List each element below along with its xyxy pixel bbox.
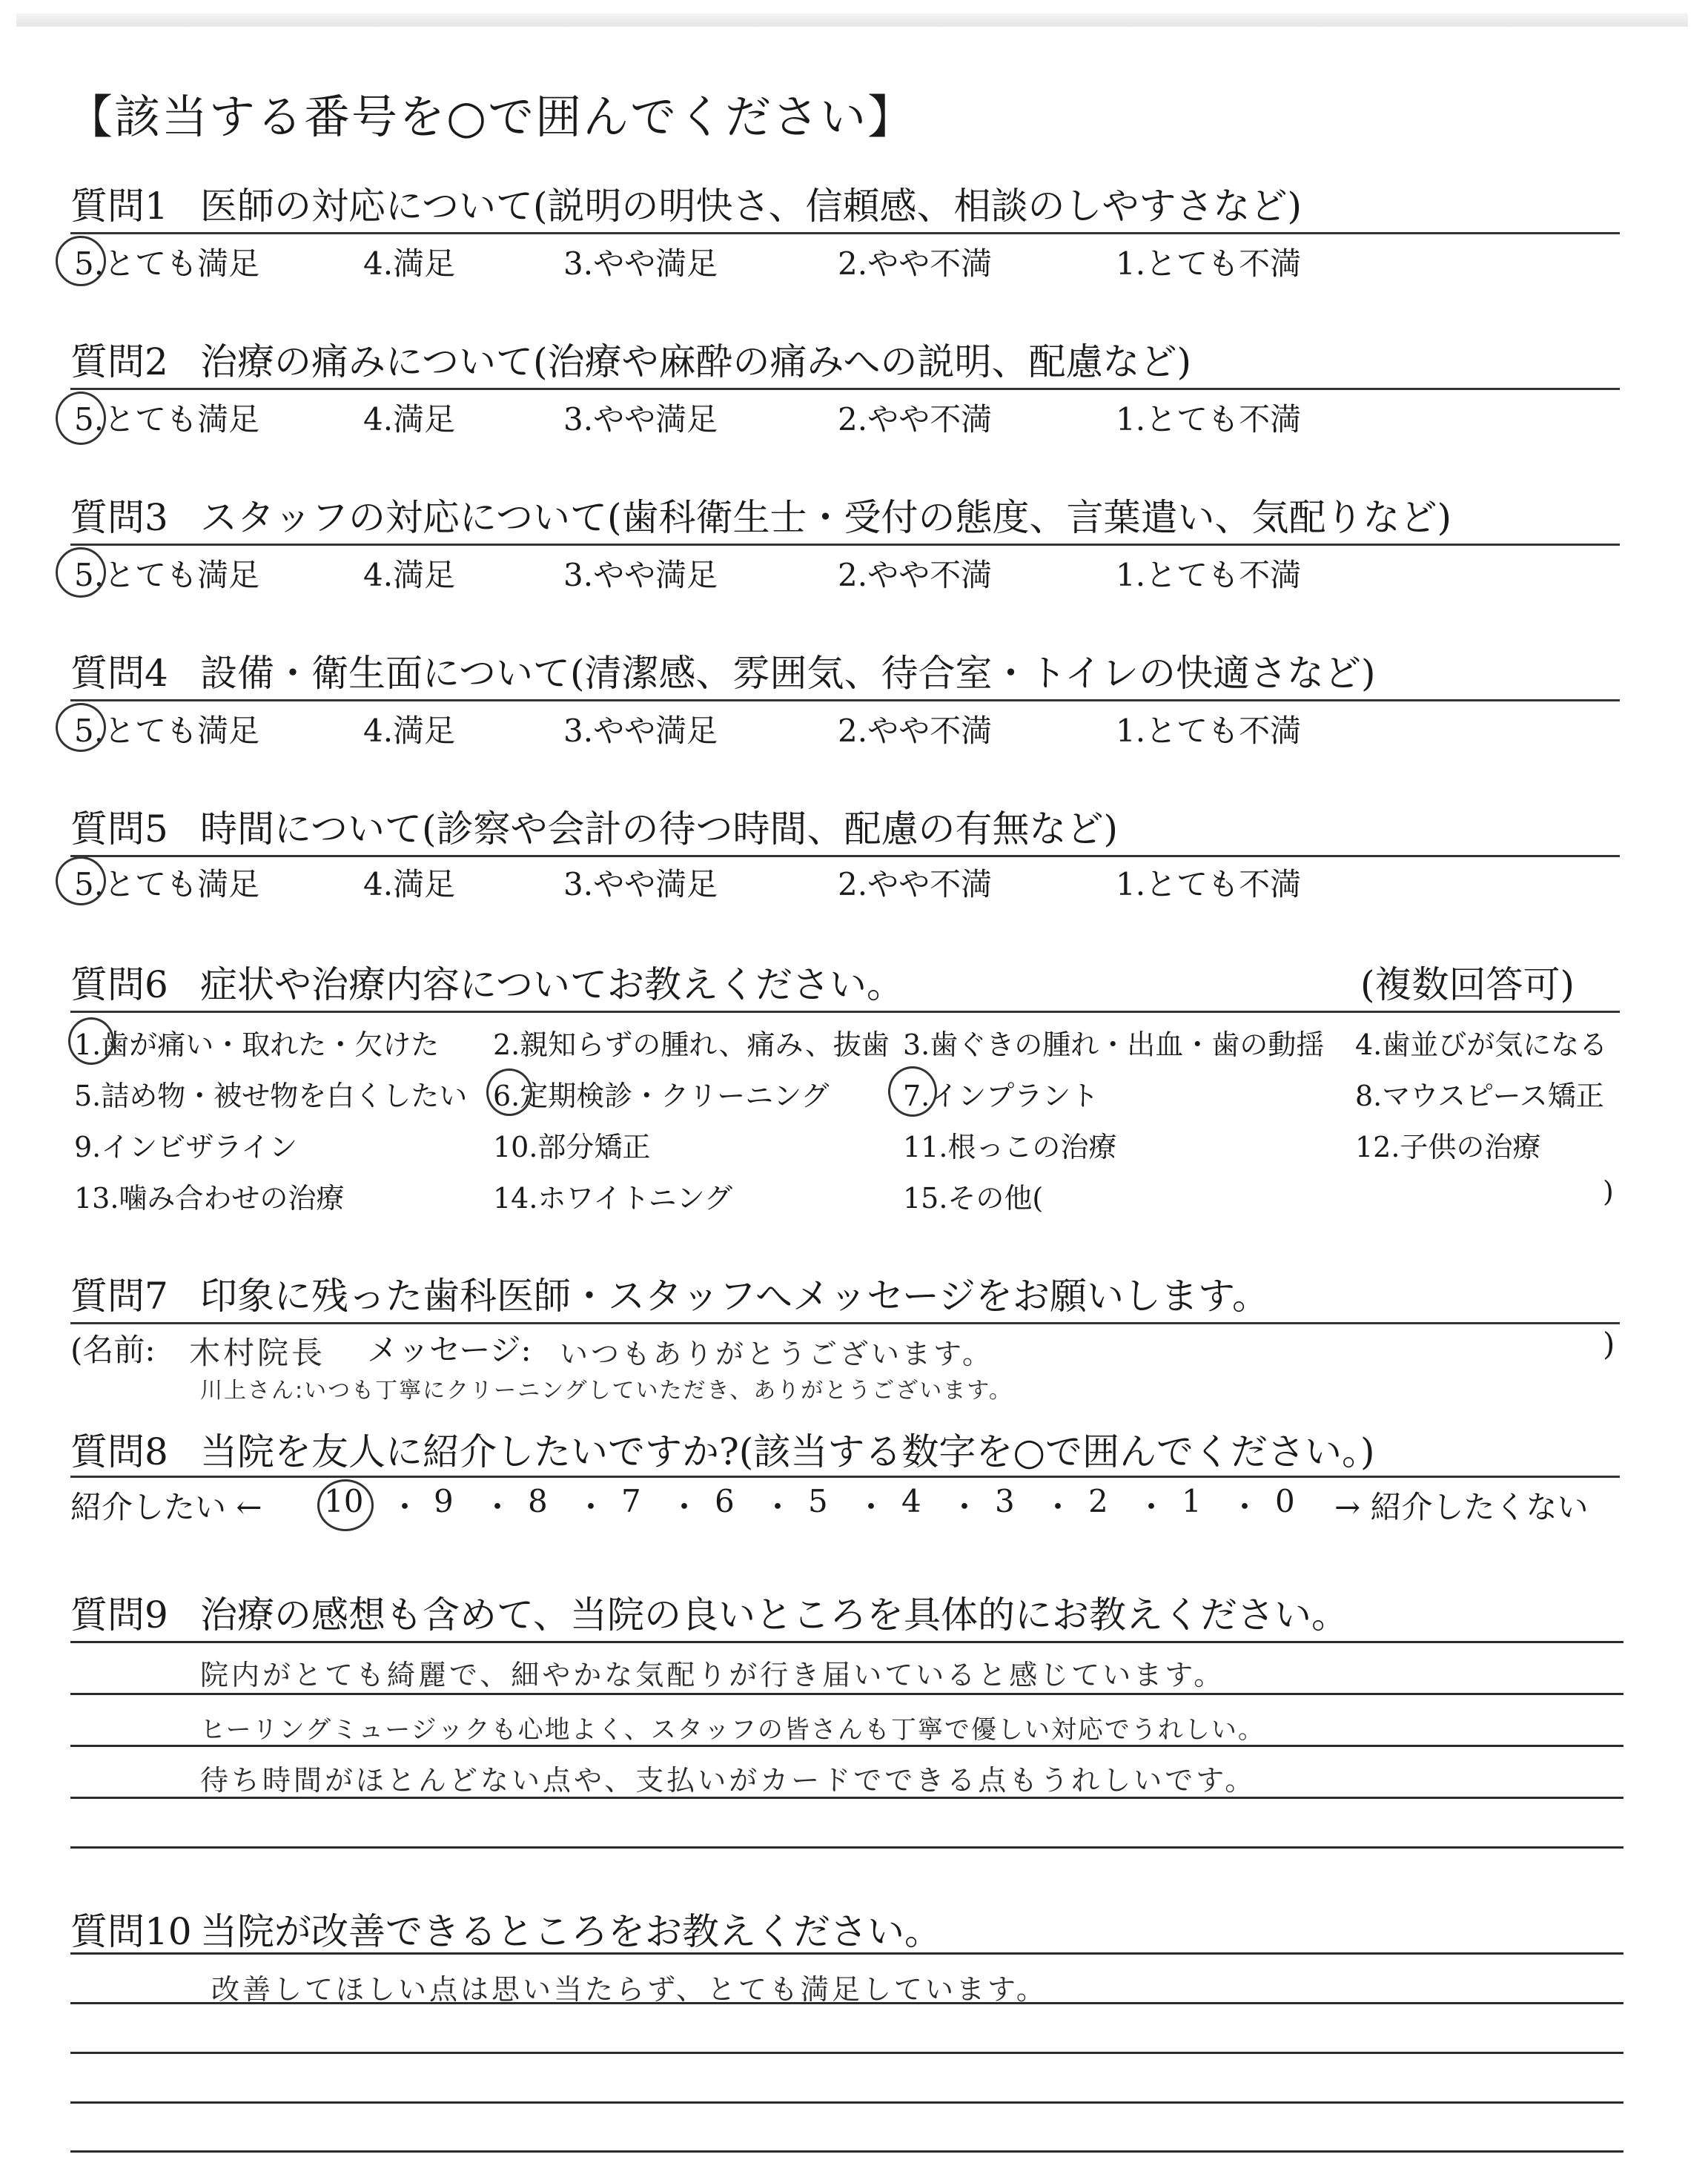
selection-circle xyxy=(56,703,106,752)
question-5-title xyxy=(70,799,1118,853)
recommend-right-label: → 紹介したくない xyxy=(1334,1489,1589,1525)
question-number: 質問7 xyxy=(70,1275,168,1318)
question-rule xyxy=(70,1476,1620,1478)
selection-circle xyxy=(56,236,106,286)
treatment-option-3[interactable]: 3.歯ぐきの腫れ・出血・歯の動揺 xyxy=(903,1028,1325,1061)
question-number: 質問3 xyxy=(70,496,168,539)
question-text: 医師の対応について(説明の明快さ、信頼感、相談のしやすさなど) xyxy=(200,185,1302,228)
answer-line xyxy=(70,2101,1623,2104)
question-number: 質問4 xyxy=(70,652,168,695)
question-text: 治療の感想も含めて、当院の良いところを具体的にお教えください。 xyxy=(200,1593,1348,1636)
question-9-title xyxy=(70,1585,1348,1639)
question-text: 印象に残った歯科医師・スタッフへメッセージをお願いします。 xyxy=(200,1275,1269,1318)
question-1-title xyxy=(70,176,1302,230)
rating-option-3[interactable]: 3.やや満足 xyxy=(563,557,718,593)
selection-circle xyxy=(56,392,106,445)
scan-edge xyxy=(16,13,1688,27)
handwritten-improvement[interactable]: 改善してほしい点は思い当たらず、とても満足しています。 xyxy=(211,1973,1047,2006)
scale-6[interactable]: 6 xyxy=(715,1483,735,1519)
rating-option-4[interactable]: 4.満足 xyxy=(363,401,456,437)
rating-option-1[interactable]: 1.とても不満 xyxy=(1116,401,1302,437)
question-number: 質問9 xyxy=(70,1593,168,1636)
rating-option-5[interactable]: 5.とても満足 xyxy=(74,713,260,749)
answer-line xyxy=(70,2150,1623,2153)
rating-option-2[interactable]: 2.やや不満 xyxy=(838,713,993,749)
rating-option-2[interactable]: 2.やや不満 xyxy=(838,401,993,437)
question-text: 治療の痛みについて(治療や麻酔の痛みへの説明、配慮など) xyxy=(200,340,1192,383)
question-3-title xyxy=(70,488,1452,541)
treatment-option-14[interactable]: 14.ホワイトニング xyxy=(493,1182,733,1215)
question-number: 質問5 xyxy=(70,807,168,851)
scale-1[interactable]: 1 xyxy=(1182,1483,1202,1519)
treatment-option-13[interactable]: 13.噛み合わせの治療 xyxy=(74,1182,345,1215)
message-close-paren: ) xyxy=(1603,1326,1615,1362)
selection-circle xyxy=(486,1069,532,1116)
question-text: 設備・衛生面について(清潔感、雰囲気、待合室・トイレの快適さなど) xyxy=(200,652,1376,695)
treatment-option-6[interactable]: 6.定期検診・クリーニング xyxy=(493,1080,830,1112)
rating-option-5[interactable]: 5.とても満足 xyxy=(74,401,260,437)
other-close-paren: ) xyxy=(1603,1175,1614,1208)
treatment-option-4[interactable]: 4.歯並びが気になる xyxy=(1355,1028,1608,1061)
selection-circle xyxy=(68,1017,114,1065)
scale-dot: ・ xyxy=(762,1489,794,1525)
rating-option-4[interactable]: 4.満足 xyxy=(363,557,456,593)
scale-3[interactable]: 3 xyxy=(995,1483,1015,1519)
answer-line xyxy=(70,1952,1623,1955)
rating-option-5[interactable]: 5.とても満足 xyxy=(74,245,260,282)
handwritten-answer-1[interactable]: 院内がとても綺麗で、細やかな気配りが行き届いていると感じています。 xyxy=(200,1659,1225,1691)
treatment-option-8[interactable]: 8.マウスピース矯正 xyxy=(1355,1080,1604,1112)
handwritten-answer-3[interactable]: 待ち時間がほとんどない点や、支払いがカードでできる点もうれしいです。 xyxy=(200,1764,1257,1797)
scale-dot: ・ xyxy=(855,1489,887,1525)
rating-option-4[interactable]: 4.満足 xyxy=(363,713,456,749)
question-number: 質問1 xyxy=(70,185,168,228)
rating-option-3[interactable]: 3.やや満足 xyxy=(563,866,718,902)
question-rule xyxy=(70,388,1620,390)
question-rule xyxy=(70,232,1620,234)
question-rule xyxy=(70,1322,1620,1324)
answer-line xyxy=(70,1641,1623,1643)
question-text: 症状や治療内容についてお教えください。 xyxy=(200,963,904,1006)
rating-option-3[interactable]: 3.やや満足 xyxy=(563,713,718,749)
rating-option-1[interactable]: 1.とても不満 xyxy=(1116,713,1302,749)
question-7-title xyxy=(70,1266,1269,1320)
scale-9[interactable]: 9 xyxy=(434,1483,454,1519)
rating-option-2[interactable]: 2.やや不満 xyxy=(838,245,993,282)
treatment-option-1[interactable]: 1.歯が痛い・取れた・欠けた xyxy=(74,1028,440,1061)
rating-option-2[interactable]: 2.やや不満 xyxy=(838,866,993,902)
question-text: 当院を友人に紹介したいですか?(該当する数字を○で囲んでください。) xyxy=(200,1430,1375,1473)
question-number: 質問8 xyxy=(70,1430,168,1473)
selection-circle xyxy=(888,1066,937,1117)
treatment-option-12[interactable]: 12.子供の治療 xyxy=(1355,1131,1541,1163)
selection-circle xyxy=(56,547,106,598)
question-rule xyxy=(70,855,1620,857)
treatment-option-11[interactable]: 11.根っこの治療 xyxy=(903,1131,1117,1163)
scale-dot: ・ xyxy=(1229,1489,1261,1525)
multiple-answer-note: (複数回答可) xyxy=(1360,963,1575,1006)
question-rule xyxy=(70,1011,1620,1013)
scale-7[interactable]: 7 xyxy=(621,1483,641,1519)
rating-option-5[interactable]: 5.とても満足 xyxy=(74,866,260,902)
rating-option-2[interactable]: 2.やや不満 xyxy=(838,557,993,593)
handwritten-message-extra[interactable]: 川上さん:いつも丁寧にクリーニングしていただき、ありがとうございます。 xyxy=(200,1378,1013,1404)
message-label: メッセージ: xyxy=(367,1332,532,1368)
scale-5[interactable]: 5 xyxy=(808,1483,828,1519)
question-rule xyxy=(70,699,1620,701)
question-rule xyxy=(70,544,1620,546)
scale-10[interactable]: 10 xyxy=(324,1483,364,1519)
question-4-title xyxy=(70,644,1376,697)
question-6-title xyxy=(70,955,904,1008)
question-2-title xyxy=(70,332,1191,386)
answer-line xyxy=(70,1846,1623,1849)
treatment-option-2[interactable]: 2.親知らずの腫れ、痛み、抜歯 xyxy=(493,1028,890,1061)
answer-line xyxy=(70,1745,1623,1747)
scale-0[interactable]: 0 xyxy=(1275,1483,1295,1519)
scale-dot: ・ xyxy=(482,1489,514,1525)
scale-dot: ・ xyxy=(389,1489,421,1525)
rating-option-1[interactable]: 1.とても不満 xyxy=(1116,866,1302,902)
rating-option-3[interactable]: 3.やや満足 xyxy=(563,245,718,282)
question-text: 当院が改善できるところをお教えください。 xyxy=(200,1910,941,1953)
name-label: (名前: xyxy=(70,1332,156,1368)
handwritten-name[interactable]: 木村院長 xyxy=(189,1335,326,1371)
question-8-title xyxy=(70,1422,1374,1476)
answer-line xyxy=(70,2002,1623,2004)
selection-circle xyxy=(56,856,106,905)
rating-option-4[interactable]: 4.満足 xyxy=(363,866,456,902)
question-text: 時間について(診察や会計の待つ時間、配慮の有無など) xyxy=(200,807,1119,851)
treatment-option-7[interactable]: 7.インプラント xyxy=(903,1080,1099,1112)
scale-8[interactable]: 8 xyxy=(528,1483,548,1519)
question-number: 質問10 xyxy=(70,1910,192,1953)
treatment-option-9[interactable]: 9.インビザライン xyxy=(74,1131,298,1163)
treatment-option-10[interactable]: 10.部分矯正 xyxy=(493,1131,651,1163)
handwritten-answer-2[interactable]: ヒーリングミュージックも心地よく、スタッフの皆さんも丁寧で優しい対応でうれしい。 xyxy=(200,1715,1265,1745)
question-number: 質問6 xyxy=(70,963,168,1006)
scale-dot: ・ xyxy=(669,1489,701,1525)
rating-option-3[interactable]: 3.やや満足 xyxy=(563,401,718,437)
treatment-option-5[interactable]: 5.詰め物・被せ物を白くしたい xyxy=(74,1080,468,1112)
scale-2[interactable]: 2 xyxy=(1088,1483,1108,1519)
scale-dot: ・ xyxy=(1042,1489,1074,1525)
handwritten-message[interactable]: いつもありがとうございます。 xyxy=(560,1338,993,1370)
treatment-option-15[interactable]: 15.その他( xyxy=(903,1182,1044,1215)
rating-option-4[interactable]: 4.満足 xyxy=(363,245,456,282)
scale-dot: ・ xyxy=(949,1489,981,1525)
answer-line xyxy=(70,2052,1623,2054)
scale-dot: ・ xyxy=(1136,1489,1168,1525)
answer-line xyxy=(70,1797,1623,1799)
rating-option-1[interactable]: 1.とても不満 xyxy=(1116,557,1302,593)
answer-line xyxy=(70,1693,1623,1695)
selection-circle xyxy=(317,1479,374,1531)
question-10-title xyxy=(70,1902,941,1955)
rating-option-1[interactable]: 1.とても不満 xyxy=(1116,245,1302,282)
rating-option-5[interactable]: 5.とても満足 xyxy=(74,557,260,593)
recommend-left-label: 紹介したい ← xyxy=(70,1489,262,1525)
question-text: スタッフの対応について(歯科衛生士・受付の態度、言葉遣い、気配りなど) xyxy=(200,496,1452,539)
scale-4[interactable]: 4 xyxy=(901,1483,921,1519)
question-number: 質問2 xyxy=(70,340,168,383)
scale-dot: ・ xyxy=(575,1489,607,1525)
form-header: 【該当する番号を○で囲んでください】 xyxy=(67,90,916,144)
